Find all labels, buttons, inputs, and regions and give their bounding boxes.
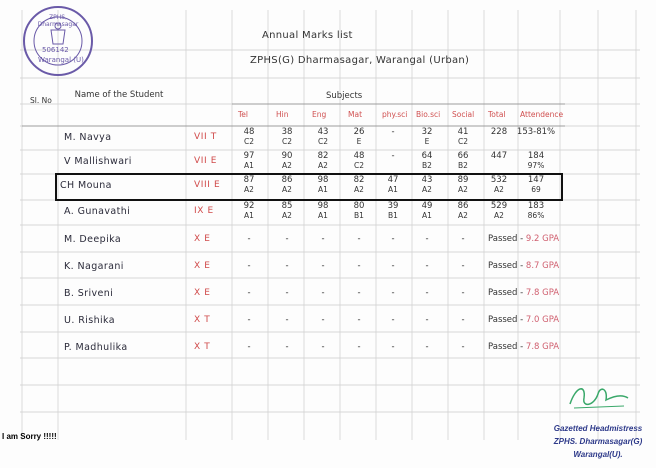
mark-grade: E [424,137,430,146]
sorry-note: I am Sorry !!!!! [2,432,57,441]
mark-value: 98 [317,201,329,211]
empty-dash: - [425,261,429,271]
student-class: X T [194,315,211,325]
mark-grade: A2 [282,161,292,170]
mark-value: - [391,127,395,137]
empty-dash: - [321,288,325,298]
subject-header: Mat [348,110,363,119]
mark-grade: 69 [531,185,541,194]
mark-value: 87 [243,175,255,185]
gpa-value: 7.8 GPA [525,288,560,298]
mark-grade: A2 [422,185,432,194]
mark-grade: A2 [282,211,292,220]
empty-dash: - [461,315,465,325]
mark-cell [232,201,266,221]
mark-value: 66 [457,151,469,161]
passed-label: Passed [488,342,518,352]
mark-cell [232,151,266,171]
mark-cell [270,127,304,147]
mark-value: 47 [387,175,399,185]
student-class: VII T [194,132,217,142]
subject-header: Bio.sci [416,110,441,119]
student-name: A. Gunavathi [64,206,131,217]
mark-cell [342,151,376,171]
mark-value: 26 [353,127,365,137]
student-name: M. Navya [64,132,112,143]
mark-value: 39 [387,201,399,211]
mark-cell [446,151,480,171]
mark-value: 98 [317,175,329,185]
empty-dash: - [425,342,429,352]
student-class: IX E [194,206,214,216]
mark-grade: B1 [388,211,398,220]
empty-dash: - [461,342,465,352]
mark-grade: A1 [388,185,398,194]
mark-cell [482,151,516,161]
mark-grade: B2 [458,161,468,170]
empty-dash: - [425,234,429,244]
result-text: Passed - 7.8 GPA [488,288,560,298]
passed-label: Passed [488,234,518,244]
empty-dash: - [391,288,395,298]
empty-dash: - [357,315,361,325]
empty-dash: - [285,342,289,352]
gpa-value: 7.8 GPA [525,342,560,352]
student-name: U. Rishika [64,315,115,326]
student-name: K. Nagarani [64,261,124,272]
mark-cell [306,201,340,221]
mark-grade: A2 [458,185,468,194]
mark-cell [376,151,410,161]
empty-dash: - [285,234,289,244]
mark-grade: A2 [494,185,504,194]
empty-dash: - [321,342,325,352]
mark-grade: B2 [422,161,432,170]
mark-grade: C2 [457,137,468,146]
mark-cell [270,151,304,171]
page-title: Annual Marks list [262,30,353,41]
header-name: Name of the Student [74,90,164,100]
subject-header: Attendence [520,110,564,119]
mark-grade: A1 [244,211,254,220]
mark-grade: A2 [354,185,364,194]
subject-header: Hin [276,110,289,119]
mark-cell [514,151,558,171]
subject-header: Tel [238,110,249,119]
mark-value: 41 [457,127,469,137]
empty-dash: - [247,315,251,325]
mark-cell [482,127,516,137]
stamp-top: ZPHS, Dharmasagar [37,14,79,28]
mark-value: 80 [353,201,365,211]
mark-value: 529 [490,201,508,211]
empty-dash: - [321,234,325,244]
mark-grade: B1 [354,211,364,220]
empty-dash: - [357,261,361,271]
empty-dash: - [247,234,251,244]
mark-grade: C2 [243,137,254,146]
mark-value: 48 [353,151,365,161]
mark-grade: A2 [494,211,504,220]
mark-cell [306,151,340,171]
mark-value: 92 [243,201,255,211]
empty-dash: - [391,315,395,325]
mark-cell [376,127,410,137]
mark-grade: A2 [458,211,468,220]
mark-grade: 97% [527,161,545,170]
mark-grade: 86% [527,211,545,220]
mark-cell [232,127,266,147]
mark-value: 183 [527,201,545,211]
mark-cell [410,127,444,147]
empty-dash: - [285,261,289,271]
mark-value: 38 [281,127,293,137]
gpa-value: 8.7 GPA [525,261,560,271]
empty-dash: - [391,342,395,352]
mark-value: 82 [353,175,365,185]
mark-cell [342,201,376,221]
student-class: VII E [194,156,218,166]
student-class: X E [194,261,211,271]
gpa-value: 7.0 GPA [525,315,560,325]
subject-header: phy.sci [382,110,408,119]
mark-grade: A2 [282,185,292,194]
student-class: VIII E [194,180,221,190]
subject-header: Total [488,110,506,119]
empty-dash: - [425,315,429,325]
mark-value: 447 [490,151,508,161]
empty-dash: - [357,342,361,352]
empty-dash: - [391,261,395,271]
mark-value: - [391,151,395,161]
subject-header: Eng [312,110,327,119]
mark-value: 153-81% [516,127,556,137]
header-subjects: Subjects [326,91,363,101]
student-name: M. Deepika [64,234,122,245]
page-subtitle: ZPHS(G) Dharmasagar, Warangal (Urban) [250,55,470,66]
mark-value: 43 [421,175,433,185]
mark-grade: E [356,137,362,146]
mark-value: 64 [421,151,433,161]
mark-cell [482,201,516,221]
empty-dash: - [425,288,429,298]
subject-header: Social [452,110,475,119]
header-sl: Sl. No [30,96,52,105]
passed-label: Passed [488,315,518,325]
signature-mark [564,378,634,414]
mark-grade: A2 [244,185,254,194]
student-name: P. Madhulika [64,342,128,353]
mark-value: 86 [281,175,293,185]
mark-value: 97 [243,151,255,161]
empty-dash: - [285,315,289,325]
mark-grade: A1 [318,185,328,194]
mark-value: 82 [317,151,329,161]
result-text: Passed - 8.7 GPA [488,261,560,271]
mark-value: 32 [421,127,433,137]
empty-dash: - [461,234,465,244]
signature-line-1: Gazetted Headmistress [553,424,643,433]
empty-dash: - [391,234,395,244]
passed-label: Passed [488,288,518,298]
mark-value: 90 [281,151,293,161]
mark-cell [270,201,304,221]
student-class: X E [194,288,211,298]
mark-grade: A1 [422,211,432,220]
empty-dash: - [247,342,251,352]
empty-dash: - [247,288,251,298]
passed-label: Passed [488,261,518,271]
mark-cell [410,201,444,221]
gpa-value: 9.2 GPA [525,234,560,244]
mark-cell [514,201,558,221]
highlight-box [55,173,563,201]
signature-line-2: ZPHS. Dharmasagar(G) [553,437,643,446]
empty-dash: - [285,288,289,298]
student-class: X E [194,234,211,244]
mark-grade: A1 [244,161,254,170]
mark-grade: C2 [317,137,328,146]
empty-dash: - [321,315,325,325]
empty-dash: - [357,234,361,244]
empty-dash: - [321,261,325,271]
stamp-bottom: Warangal (U) [38,56,84,64]
mark-value: 184 [527,151,545,161]
empty-dash: - [461,288,465,298]
mark-value: 147 [527,175,545,185]
empty-dash: - [247,261,251,271]
mark-value: 85 [281,201,293,211]
mark-cell [514,127,558,137]
empty-dash: - [461,261,465,271]
mark-value: 43 [317,127,329,137]
mark-value: 48 [243,127,255,137]
student-class: X T [194,342,211,352]
mark-grade: A1 [318,211,328,220]
mark-cell [376,201,410,221]
signature-line-3: Warangal(U). [573,450,623,459]
result-text: Passed - 7.8 GPA [488,342,560,352]
mark-grade: A2 [318,161,328,170]
mark-cell [446,201,480,221]
mark-grade: C2 [353,161,364,170]
result-text: Passed - 7.0 GPA [488,315,560,325]
stamp-code: 506142 [42,46,69,54]
mark-value: 89 [457,175,469,185]
mark-value: 228 [490,127,508,137]
mark-value: 532 [490,175,508,185]
mark-grade: C2 [281,137,292,146]
mark-cell [342,127,376,147]
mark-cell [306,127,340,147]
mark-value: 86 [457,201,469,211]
mark-value: 49 [421,201,433,211]
student-name: B. Sriveni [64,288,114,299]
mark-cell [446,127,480,147]
empty-dash: - [357,288,361,298]
result-text: Passed - 9.2 GPA [488,234,560,244]
student-name: CH Mouna [60,180,112,191]
mark-cell [410,151,444,171]
student-name: V Mallishwari [64,156,132,167]
